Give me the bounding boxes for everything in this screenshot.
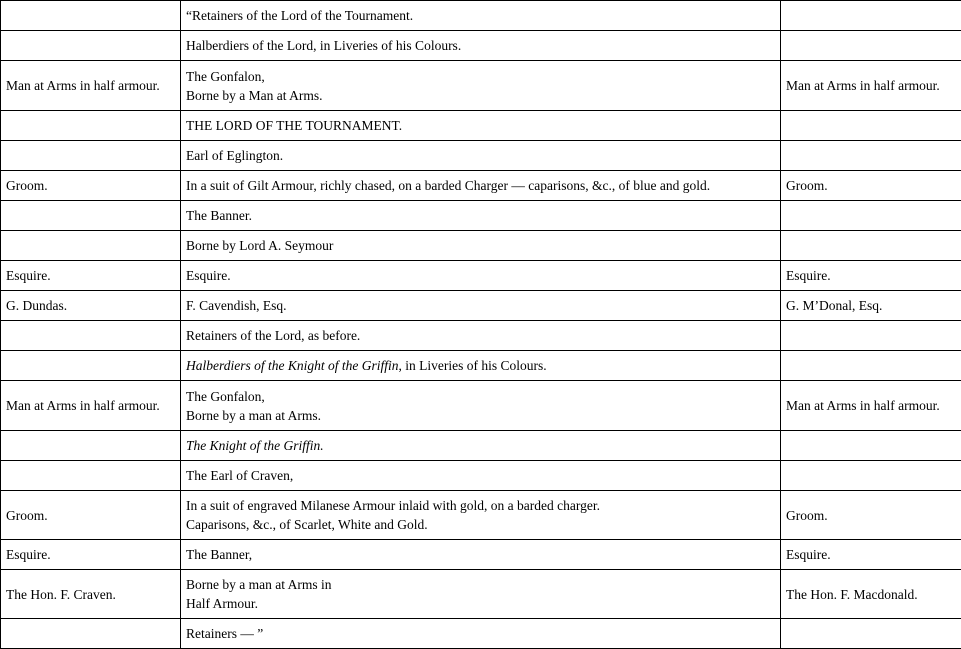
center-cell <box>181 141 781 171</box>
center-cell <box>181 31 781 61</box>
center-cell <box>181 261 781 291</box>
center-cell <box>181 619 781 649</box>
center-line: Borne by Lord A. Seymour <box>186 236 775 255</box>
center-line: Borne by a man at Arms in <box>186 575 775 594</box>
center-line: The Gonfalon, <box>186 67 775 86</box>
center-line: Borne by a man at Arms. <box>186 406 775 425</box>
right-cell <box>781 111 961 141</box>
center-cell <box>181 201 781 231</box>
table-row <box>1 291 961 321</box>
center-line: Earl of Eglington. <box>186 146 775 165</box>
center-line: The Banner. <box>186 206 775 225</box>
left-cell: Man at Arms in half armour. <box>1 61 181 111</box>
left-cell <box>1 321 181 351</box>
right-cell: The Hon. F. Macdonald. <box>781 570 961 619</box>
center-cell <box>181 351 781 381</box>
right-cell: Esquire. <box>781 261 961 291</box>
table-row <box>1 261 961 291</box>
center-cell <box>181 381 781 431</box>
table-row <box>1 171 961 201</box>
left-cell <box>1 31 181 61</box>
right-cell <box>781 31 961 61</box>
center-line: Half Armour. <box>186 594 775 613</box>
table-row <box>1 321 961 351</box>
table-row <box>1 61 961 111</box>
italic-text: Halberdiers of the Knight of the Griffin <box>186 358 399 373</box>
center-line: THE LORD OF THE TOURNAMENT. <box>186 116 775 135</box>
table-row <box>1 111 961 141</box>
table-row <box>1 351 961 381</box>
italic-text: The Knight of the Griffin. <box>186 438 324 453</box>
table-row <box>1 201 961 231</box>
center-line: The Banner, <box>186 545 775 564</box>
right-cell <box>781 461 961 491</box>
right-cell <box>781 201 961 231</box>
left-cell <box>1 461 181 491</box>
center-line: “Retainers of the Lord of the Tournament. <box>186 6 775 25</box>
left-cell <box>1 201 181 231</box>
center-cell <box>181 111 781 141</box>
left-cell <box>1 1 181 31</box>
right-cell: Man at Arms in half armour. <box>781 61 961 111</box>
right-cell: Groom. <box>781 491 961 540</box>
table-row <box>1 231 961 261</box>
table-row <box>1 461 961 491</box>
table-row <box>1 570 961 619</box>
center-text: , in Liveries of his Colours. <box>399 358 547 373</box>
right-cell: G. M’Donal, Esq. <box>781 291 961 321</box>
left-cell: Groom. <box>1 171 181 201</box>
center-cell <box>181 461 781 491</box>
center-line: The Earl of Craven, <box>186 466 775 485</box>
center-line: F. Cavendish, Esq. <box>186 296 775 315</box>
center-cell <box>181 540 781 570</box>
center-line: In a suit of Gilt Armour, richly chased, on a barded Charger — caparisons, &c., of blue and gold. <box>186 176 775 195</box>
table-row <box>1 141 961 171</box>
center-line: Borne by a Man at Arms. <box>186 86 775 105</box>
center-line: In a suit of engraved Milanese Armour inlaid with gold, on a barded charger. <box>186 496 775 515</box>
center-cell <box>181 291 781 321</box>
center-line: Retainers — ” <box>186 624 775 643</box>
center-line: Esquire. <box>186 266 775 285</box>
center-cell <box>181 491 781 540</box>
right-cell: Esquire. <box>781 540 961 570</box>
right-cell <box>781 321 961 351</box>
center-cell <box>181 171 781 201</box>
center-line: The Gonfalon, <box>186 387 775 406</box>
left-cell <box>1 141 181 171</box>
right-cell <box>781 351 961 381</box>
left-cell <box>1 231 181 261</box>
right-cell: Man at Arms in half armour. <box>781 381 961 431</box>
left-cell: The Hon. F. Craven. <box>1 570 181 619</box>
right-cell <box>781 1 961 31</box>
left-cell <box>1 111 181 141</box>
table-row <box>1 431 961 461</box>
left-cell <box>1 351 181 381</box>
table-row <box>1 381 961 431</box>
center-line: Caparisons, &c., of Scarlet, White and Gold. <box>186 515 775 534</box>
center-cell <box>181 321 781 351</box>
center-line: Retainers of the Lord, as before. <box>186 326 775 345</box>
left-cell <box>1 619 181 649</box>
left-cell: Man at Arms in half armour. <box>1 381 181 431</box>
right-cell <box>781 231 961 261</box>
right-cell: Groom. <box>781 171 961 201</box>
left-cell <box>1 431 181 461</box>
center-cell <box>181 431 781 461</box>
table-row <box>1 540 961 570</box>
table-row <box>1 491 961 540</box>
left-cell: G. Dundas. <box>1 291 181 321</box>
center-cell <box>181 570 781 619</box>
left-cell: Groom. <box>1 491 181 540</box>
right-cell <box>781 619 961 649</box>
center-cell <box>181 61 781 111</box>
left-cell: Esquire. <box>1 261 181 291</box>
center-cell <box>181 231 781 261</box>
center-line: Halberdiers of the Lord, in Liveries of his Colours. <box>186 36 775 55</box>
left-cell: Esquire. <box>1 540 181 570</box>
right-cell <box>781 141 961 171</box>
table-row <box>1 619 961 649</box>
center-cell <box>181 1 781 31</box>
table-row <box>1 31 961 61</box>
right-cell <box>781 431 961 461</box>
table-row <box>1 1 961 31</box>
